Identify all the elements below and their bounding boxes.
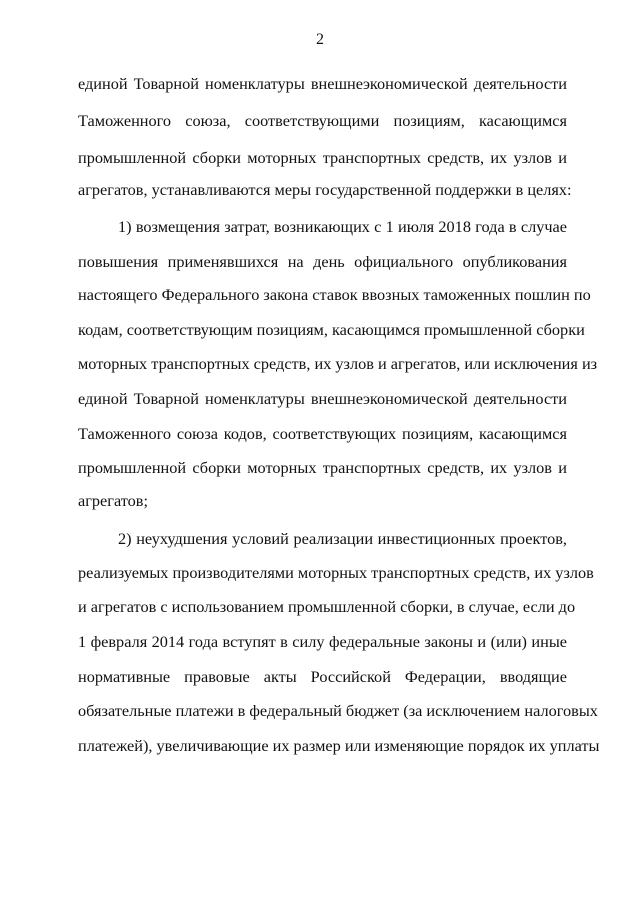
text-line: повышения применявшихся на день официального опубликования — [78, 252, 567, 271]
text-line: реализуемых производителями моторных транспортных средств, их узлов — [78, 563, 594, 582]
text-line: Таможенного союза кодов, соответствующих позициям, касающимся — [78, 424, 567, 443]
text-line: Таможенного союза, соответствующими позициям, касающимся — [78, 111, 567, 130]
page-number: 2 — [316, 31, 324, 48]
text-line: промышленной сборки моторных транспортных средств, их узлов и — [78, 148, 567, 167]
text-line: промышленной сборки моторных транспортных средств, их узлов и — [78, 458, 567, 477]
text-line: единой Товарной номенклатуры внешнеэкономической деятельности — [78, 389, 567, 408]
text-line: платежей), увеличивающие их размер или изменяющие порядок их уплаты — [78, 736, 600, 755]
text-line: моторных транспортных средств, их узлов и агрегатов, или исключения из — [78, 354, 598, 373]
text-line: агрегатов; — [78, 491, 149, 510]
text-line: и агрегатов с использованием промышленной сборки, в случае, если до — [78, 597, 576, 616]
text-line: единой Товарной номенклатуры внешнеэкономической деятельности — [78, 74, 567, 93]
text-line: кодам, соответствующим позициям, касающимся промышленной сборки — [78, 320, 585, 339]
text-line: 2) неухудшения условий реализации инвестиционных проектов, — [118, 529, 567, 548]
text-line: агрегатов, устанавливаются меры государственной поддержки в целях: — [78, 180, 572, 199]
text-line: нормативные правовые акты Российской Федерации, вводящие — [78, 667, 567, 686]
text-line: 1) возмещения затрат, возникающих с 1 июля 2018 года в случае — [118, 217, 567, 236]
text-line: обязательные платежи в федеральный бюджет (за исключением налоговых — [78, 701, 598, 720]
text-line: настоящего Федерального закона ставок ввозных таможенных пошлин по — [78, 285, 591, 304]
text-line: 1 февраля 2014 года вступят в силу федеральные законы и (или) иные — [78, 632, 567, 651]
